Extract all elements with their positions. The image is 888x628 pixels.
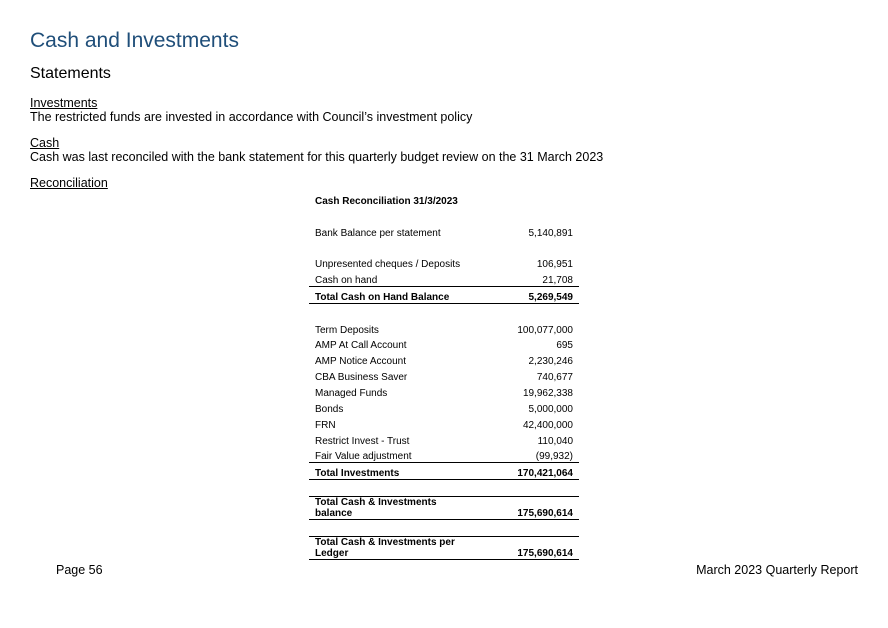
row-label: Unpresented cheques / Deposits: [315, 259, 461, 271]
row-label: Total Investments: [309, 463, 471, 480]
table-title: Cash Reconciliation 31/3/2023: [315, 195, 458, 207]
row-label: CBA Business Saver: [315, 372, 408, 384]
table-row: [309, 320, 579, 336]
row-value: 21,708: [471, 270, 579, 286]
table-row: [309, 415, 579, 431]
row-label: Cash on hand: [309, 270, 471, 286]
row-label: Bank Balance per statement: [315, 227, 441, 239]
cash-text: Cash was last reconciled with the bank statement for this quarterly budget review on the 31 March 2023: [30, 150, 604, 164]
page-number: Page 56: [56, 563, 103, 577]
report-name: March 2023 Quarterly Report: [696, 563, 858, 577]
table-title-row: [309, 191, 579, 207]
table-row: [309, 383, 579, 399]
row-value: 175,690,614: [471, 536, 579, 559]
table-total-row: [309, 497, 579, 520]
row-value: 5,269,549: [471, 287, 579, 304]
row-value: 19,962,338: [522, 387, 573, 399]
table-row: [309, 336, 579, 352]
page-title: Cash and Investments: [30, 29, 239, 52]
row-value: 170,421,064: [471, 463, 579, 480]
table-row: [309, 431, 579, 447]
row-label: Term Deposits: [315, 324, 379, 336]
row-label: Total Cash & Investments per Ledger: [309, 536, 471, 559]
row-label: FRN: [315, 419, 336, 431]
table-row: [309, 223, 579, 239]
table-total-row: [309, 536, 579, 559]
reconciliation-heading: Reconciliation: [30, 176, 108, 190]
row-value: 2,230,246: [528, 356, 573, 368]
table-row: [309, 351, 579, 367]
table-total-row: [309, 287, 579, 304]
row-label: Total Cash & Investments balance: [309, 497, 471, 520]
cash-reconciliation-table: [309, 191, 579, 560]
row-value: 110,040: [537, 435, 573, 447]
table-row: [309, 367, 579, 383]
row-label: AMP Notice Account: [315, 356, 406, 368]
table-row: [309, 254, 579, 270]
row-value: 100,077,000: [517, 324, 573, 336]
row-value: 695: [556, 340, 573, 352]
row-value: 740,677: [536, 372, 573, 384]
row-label: Fair Value adjustment: [309, 447, 471, 463]
table-row: [309, 270, 579, 286]
row-label: AMP At Call Account: [315, 340, 407, 352]
row-value: 5,140,891: [528, 227, 573, 239]
row-label: Bonds: [315, 403, 344, 415]
row-value: 42,400,000: [522, 419, 573, 431]
table-row: [309, 399, 579, 415]
row-label: Restrict Invest - Trust: [315, 435, 410, 447]
table-row: [309, 447, 579, 463]
row-value: (99,932): [471, 447, 579, 463]
row-label: Total Cash on Hand Balance: [309, 287, 471, 304]
row-value: 106,951: [536, 259, 573, 271]
row-value: 5,000,000: [528, 403, 573, 415]
cash-heading: Cash: [30, 136, 60, 150]
table-total-row: [309, 463, 579, 480]
row-label: Managed Funds: [315, 387, 388, 399]
row-value: 175,690,614: [471, 497, 579, 520]
investments-heading: Investments: [30, 96, 98, 110]
page-subtitle: Statements: [30, 65, 111, 82]
investments-text: The restricted funds are invested in accordance with Council’s investment policy: [30, 110, 473, 124]
